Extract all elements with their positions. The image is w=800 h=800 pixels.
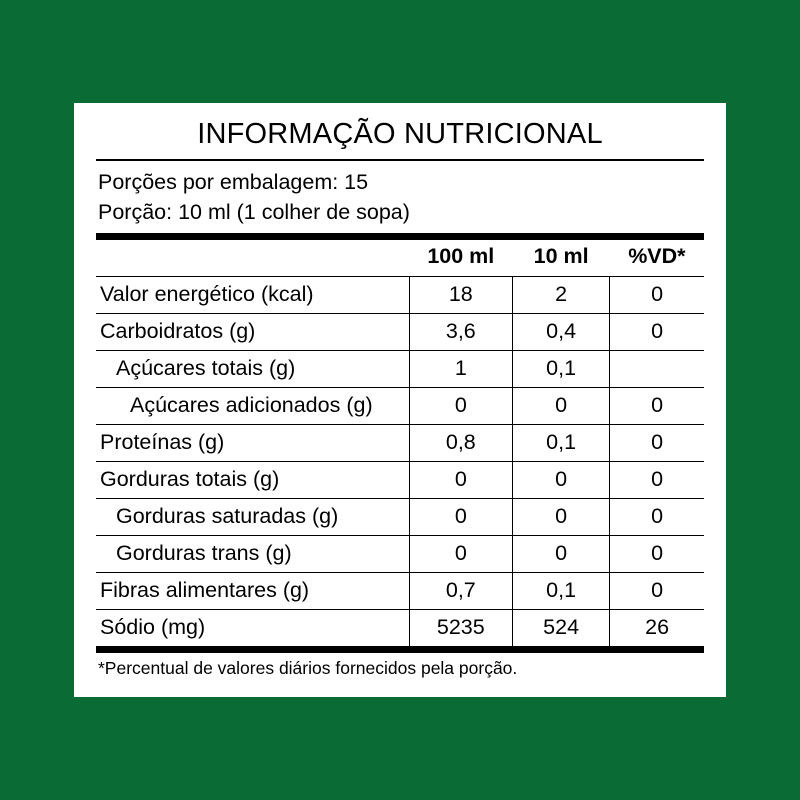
- table-row: [96, 573, 704, 610]
- value-10ml: 0: [512, 499, 609, 536]
- column-header-vd: %VD*: [610, 240, 704, 277]
- value-100ml: 0,8: [409, 425, 512, 462]
- value-vd: 0: [610, 425, 704, 462]
- nutrient-name: Gorduras totais (g): [96, 462, 409, 499]
- page-title: INFORMAÇÃO NUTRICIONAL: [197, 118, 603, 150]
- value-10ml: 524: [512, 610, 609, 647]
- nutrition-table: [96, 240, 704, 646]
- value-10ml: 0: [512, 536, 609, 573]
- value-vd: 0: [610, 536, 704, 573]
- serving-size: Porção: 10 ml (1 colher de sopa): [98, 199, 410, 224]
- nutrient-name: Gorduras saturadas (g): [96, 499, 409, 536]
- footnote: *Percentual de valores diários fornecidos pela porção.: [98, 658, 518, 679]
- value-vd: 0: [610, 277, 704, 314]
- serving-info: [96, 161, 704, 233]
- value-vd: 0: [610, 573, 704, 610]
- nutrient-name: Açúcares adicionados (g): [96, 388, 409, 425]
- table-row: [96, 536, 704, 573]
- value-vd: 0: [610, 388, 704, 425]
- servings-per-package: Porções por embalagem: 15: [98, 169, 369, 194]
- value-vd: 0: [610, 314, 704, 351]
- value-100ml: 18: [409, 277, 512, 314]
- table-header-row: [96, 240, 704, 277]
- value-10ml: 0,1: [512, 425, 609, 462]
- value-10ml: 0,4: [512, 314, 609, 351]
- value-100ml: 0: [409, 462, 512, 499]
- value-10ml: 2: [512, 277, 609, 314]
- nutrient-name: Valor energético (kcal): [96, 277, 409, 314]
- value-vd: 0: [610, 499, 704, 536]
- value-vd: 26: [610, 610, 704, 647]
- nutrient-name: Sódio (mg): [100, 615, 206, 640]
- value-100ml: 5235: [409, 610, 512, 647]
- value-100ml: 0: [409, 536, 512, 573]
- table-row: [96, 610, 704, 647]
- nutrient-name: Carboidratos (g): [96, 314, 409, 351]
- nutrition-facts-panel: [74, 103, 726, 697]
- value-10ml: 0: [512, 388, 609, 425]
- nutrient-name: Fibras alimentares (g): [96, 573, 409, 610]
- value-vd: 0: [610, 462, 704, 499]
- nutrient-name: Açúcares totais (g): [96, 351, 409, 388]
- table-row: [96, 499, 704, 536]
- value-10ml: 0: [512, 462, 609, 499]
- value-100ml: 0: [409, 388, 512, 425]
- column-header-nutrient: [96, 240, 409, 277]
- nutrition-table-body: [96, 277, 704, 647]
- nutrient-name: Proteínas (g): [96, 425, 409, 462]
- table-row: [96, 462, 704, 499]
- column-header-10ml: 10 ml: [512, 240, 609, 277]
- nutrient-name: Gorduras trans (g): [96, 536, 409, 573]
- value-100ml: 0: [409, 499, 512, 536]
- footer-divider: [96, 646, 704, 653]
- table-row: [96, 425, 704, 462]
- value-10ml: 0,1: [512, 573, 609, 610]
- column-header-100ml: 100 ml: [409, 240, 512, 277]
- table-row: [96, 277, 704, 314]
- header-divider: [96, 233, 704, 240]
- table-row: [96, 314, 704, 351]
- value-10ml: 0,1: [512, 351, 609, 388]
- value-vd: [610, 351, 704, 388]
- value-100ml: 3,6: [409, 314, 512, 351]
- table-row: [96, 388, 704, 425]
- value-100ml: 0,7: [409, 573, 512, 610]
- table-row: [96, 351, 704, 388]
- value-100ml: 1: [409, 351, 512, 388]
